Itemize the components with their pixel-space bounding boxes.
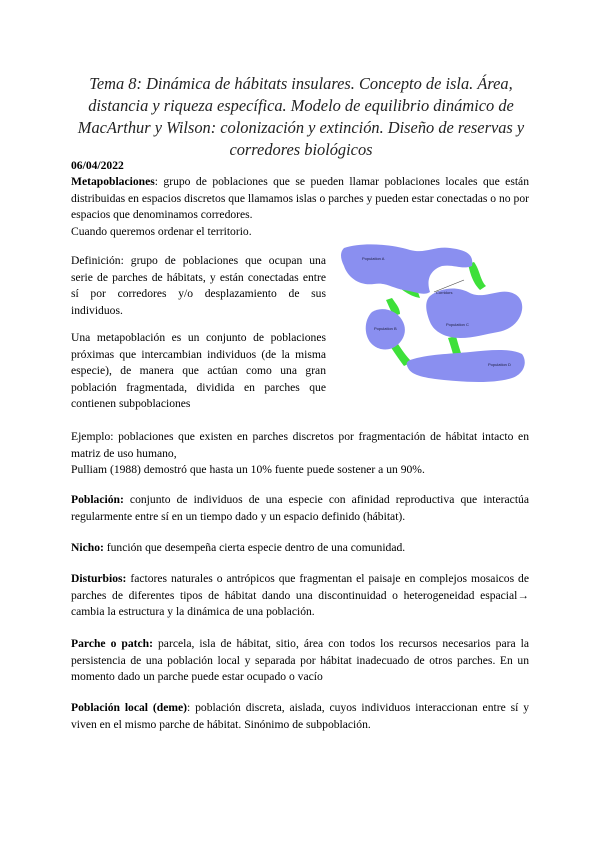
disturbios-paragraph [71,571,529,621]
document-title: Tema 8: Dinámica de hábitats insulares. Concepto de isla. Área, distancia y riqueza específica. Modelo de equilibrio dinámico de MacArthur y Wilson: colonización y extinción. Diseño de reservas y corredores biológicos [77,74,525,159]
parche-text: parcela, isla de hábitat, sitio, área con todos los recursos necesarios para la persistencia de una población local y separada por hábitat inadecuado de otros parches. En un momento dado un parche puede estar ocupado o vacío [71,637,529,684]
term-disturbios: Disturbios: [71,572,127,585]
label-corridors: Corridors [436,290,453,295]
definicion-paragraph: Definición: grupo de poblaciones que ocupan una serie de parches de hábitats, y están conectadas entre sí por corredores y/o desplazamiento de sus individuos. [71,254,326,317]
disturbios-text: factores naturales o antrópicos que fragmentan el paisaje en complejos mosaicos de parches de diferentes tipos de hábitat dando una discontinuidad o heterogeneidad espacial→ cambia la estructura y la dinámica de una población. [71,572,529,619]
label-population-b: Population B [374,326,397,331]
label-population-d: Population D [488,362,511,367]
nicho-paragraph [71,540,529,557]
poblacion-local-paragraph [71,700,529,733]
nicho-text: función que desempeña cierta especie dentro de una comunidad. [103,541,406,554]
term-parche: Parche o patch: [71,637,153,650]
ejemplo-paragraph [71,429,529,479]
metapoblaciones-paragraph [71,174,529,240]
term-nicho: Nicho: [71,541,104,554]
parche-paragraph [71,636,529,686]
label-population-c: Population C [446,322,469,327]
poblacion-text: conjunto de individuos de una especie con afinidad reproductiva que interactúa regularmente entre sí en un tiempo dado y un espacio definido (hábitat). [71,493,529,523]
poblacion-local-text: : población discreta, aislada, cuyos individuos interaccionan entre sí y viven en el mismo parche de hábitat. Sinónimo de subpoblación. [71,701,529,731]
metapopulation-diagram [338,240,528,392]
term-poblacion: Población: [71,493,124,506]
ejemplo-line-2: Pulliam (1988) demostró que hasta un 10% fuente puede sostener a un 90%. [71,463,425,477]
ejemplo-line-1: Ejemplo: poblaciones que existen en parches discretos por fragmentación de hábitat intacto en matriz de uso humano, [71,430,529,460]
term-poblacion-local: Población local (deme) [71,701,188,714]
label-population-a: Population A [362,256,385,261]
metapoblaciones-text: : grupo de poblaciones que se pueden llamar poblaciones locales que están distribuidas en espacios discretos que llamamos islas o parches y pueden estar conectadas o no por espacios que denominamos corredores. [71,175,529,222]
term-metapoblaciones: Metapoblaciones [71,175,155,188]
poblacion-paragraph [71,492,529,525]
metapoblacion-description: Una metapoblación es un conjunto de poblaciones próximas que intercambian individuos (de la misma especie), de manera que actúan como una gran población fragmentada, dividida en parches que contienen subpoblaciones [71,331,326,411]
date: 06/04/2022 [71,159,124,172]
metapoblaciones-note: Cuando queremos ordenar el territorio. [71,224,252,238]
